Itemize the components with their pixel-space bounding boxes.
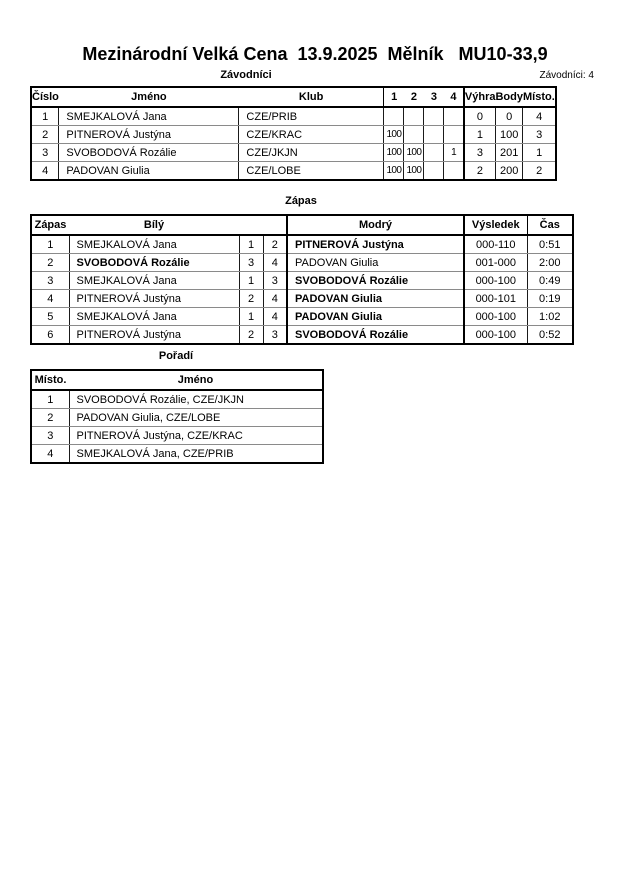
cell-cislo: 3 xyxy=(31,144,59,162)
cell-white-name: SMEJKALOVÁ Jana xyxy=(69,272,239,290)
cell-match-result: 000-100 xyxy=(464,308,527,326)
cell-competitor: PADOVAN Giulia, CZE/LOBE xyxy=(69,409,323,427)
competitors-count-label: Závodníci: 4 xyxy=(539,70,594,81)
cell-competitor: SMEJKALOVÁ Jana, CZE/PRIB xyxy=(69,445,323,464)
cell-white-name: SMEJKALOVÁ Jana xyxy=(69,235,239,254)
cell-blue-number: 3 xyxy=(263,272,287,290)
cell-round4 xyxy=(444,107,464,126)
cell-misto: 3 xyxy=(523,126,556,144)
col-header-jmeno: Jméno xyxy=(59,87,239,107)
cell-blue-number: 2 xyxy=(263,235,287,254)
cell-blue-name: PADOVAN Giulia xyxy=(287,290,464,308)
cell-cislo: 2 xyxy=(31,126,59,144)
cell-jmeno: SVOBODOVÁ Rozálie xyxy=(59,144,239,162)
table-row xyxy=(31,162,556,181)
cell-rank: 2 xyxy=(31,409,69,427)
col-header-body: Body xyxy=(495,87,523,107)
cell-competitor: SVOBODOVÁ Rozálie, CZE/JKJN xyxy=(69,390,323,409)
cell-jmeno: PITNEROVÁ Justýna xyxy=(59,126,239,144)
cell-match-result: 000-100 xyxy=(464,326,527,345)
cell-jmeno: SMEJKALOVÁ Jana xyxy=(59,107,239,126)
match-row xyxy=(31,308,573,326)
cell-blue-name: SVOBODOVÁ Rozálie xyxy=(287,326,464,345)
cell-match-result: 000-110 xyxy=(464,235,527,254)
cell-white-number: 2 xyxy=(239,326,263,345)
cell-match-number: 6 xyxy=(31,326,69,345)
match-row xyxy=(31,326,573,345)
cell-round1 xyxy=(384,107,404,126)
cell-misto: 1 xyxy=(523,144,556,162)
cell-body: 201 xyxy=(495,144,523,162)
cell-round2: 100 xyxy=(404,144,424,162)
match-row xyxy=(31,254,573,272)
cell-rank: 3 xyxy=(31,427,69,445)
cell-match-time: 0:49 xyxy=(527,272,573,290)
cell-body: 100 xyxy=(495,126,523,144)
table-row xyxy=(31,126,556,144)
cell-klub: CZE/KRAC xyxy=(239,126,384,144)
cell-vyhra: 2 xyxy=(464,162,496,181)
cell-white-number: 1 xyxy=(239,235,263,254)
page-title: Mezinárodní Velká Cena 13.9.2025 Mělník MU10-33,9 xyxy=(82,44,548,64)
ranking-table xyxy=(30,369,324,464)
cell-klub: CZE/PRIB xyxy=(239,107,384,126)
col-header-modry-cislo xyxy=(263,215,287,235)
cell-round3 xyxy=(424,144,444,162)
matches-section-heading: Zápas xyxy=(285,195,317,207)
cell-jmeno: PADOVAN Giulia xyxy=(59,162,239,181)
cell-cislo: 4 xyxy=(31,162,59,181)
cell-match-number: 1 xyxy=(31,235,69,254)
col-header-jmeno: Jméno xyxy=(69,370,323,390)
cell-rank: 4 xyxy=(31,445,69,464)
cell-body: 200 xyxy=(495,162,523,181)
cell-blue-number: 4 xyxy=(263,290,287,308)
cell-match-number: 2 xyxy=(31,254,69,272)
ranking-row xyxy=(31,409,323,427)
cell-round4: 1 xyxy=(444,144,464,162)
col-header-vyhra: Výhra xyxy=(464,87,496,107)
cell-blue-number: 4 xyxy=(263,254,287,272)
col-header-cislo: Číslo xyxy=(31,87,59,107)
cell-misto: 4 xyxy=(523,107,556,126)
cell-blue-name: PADOVAN Giulia xyxy=(287,254,464,272)
cell-round4 xyxy=(444,126,464,144)
cell-white-name: SMEJKALOVÁ Jana xyxy=(69,308,239,326)
matches-table xyxy=(30,214,574,345)
table-header-row xyxy=(31,370,323,390)
cell-blue-name: PADOVAN Giulia xyxy=(287,308,464,326)
cell-blue-number: 4 xyxy=(263,308,287,326)
cell-white-name: PITNEROVÁ Justýna xyxy=(69,326,239,345)
cell-round1: 100 xyxy=(384,162,404,181)
cell-match-number: 3 xyxy=(31,272,69,290)
cell-white-number: 2 xyxy=(239,290,263,308)
cell-match-time: 2:00 xyxy=(527,254,573,272)
table-header-row xyxy=(31,215,573,235)
cell-round2 xyxy=(404,107,424,126)
col-header-zapas: Zápas xyxy=(31,215,69,235)
col-header-modry: Modrý xyxy=(287,215,464,235)
table-header-row xyxy=(31,87,556,107)
ranking-section-heading: Pořadí xyxy=(158,350,194,362)
cell-vyhra: 0 xyxy=(464,107,496,126)
cell-misto: 2 xyxy=(523,162,556,181)
cell-body: 0 xyxy=(495,107,523,126)
cell-match-result: 001-000 xyxy=(464,254,527,272)
cell-blue-number: 3 xyxy=(263,326,287,345)
col-header-bily: Bílý xyxy=(69,215,239,235)
cell-cislo: 1 xyxy=(31,107,59,126)
table-row xyxy=(31,144,556,162)
cell-match-number: 5 xyxy=(31,308,69,326)
cell-round3 xyxy=(424,107,444,126)
col-header-vysledek: Výsledek xyxy=(464,215,527,235)
cell-klub: CZE/LOBE xyxy=(239,162,384,181)
cell-round1: 100 xyxy=(384,126,404,144)
ranking-row xyxy=(31,427,323,445)
match-row xyxy=(31,290,573,308)
cell-vyhra: 3 xyxy=(464,144,496,162)
cell-round3 xyxy=(424,126,444,144)
col-header-round4: 4 xyxy=(444,87,464,107)
competitors-section-heading: Závodníci xyxy=(220,69,272,81)
cell-round1: 100 xyxy=(384,144,404,162)
cell-round2: 100 xyxy=(404,162,424,181)
cell-match-time: 0:19 xyxy=(527,290,573,308)
cell-round4 xyxy=(444,162,464,181)
match-row xyxy=(31,235,573,254)
competitors-table xyxy=(30,86,557,181)
col-header-cas: Čas xyxy=(527,215,573,235)
cell-white-name: PITNEROVÁ Justýna xyxy=(69,290,239,308)
col-header-round3: 3 xyxy=(424,87,444,107)
cell-blue-name: SVOBODOVÁ Rozálie xyxy=(287,272,464,290)
col-header-round1: 1 xyxy=(384,87,404,107)
cell-match-number: 4 xyxy=(31,290,69,308)
cell-white-number: 1 xyxy=(239,308,263,326)
cell-round2 xyxy=(404,126,424,144)
cell-vyhra: 1 xyxy=(464,126,496,144)
cell-match-result: 000-101 xyxy=(464,290,527,308)
cell-competitor: PITNEROVÁ Justýna, CZE/KRAC xyxy=(69,427,323,445)
cell-match-result: 000-100 xyxy=(464,272,527,290)
col-header-klub: Klub xyxy=(239,87,384,107)
cell-white-number: 1 xyxy=(239,272,263,290)
cell-round3 xyxy=(424,162,444,181)
col-header-misto: Místo. xyxy=(523,87,556,107)
cell-white-name: SVOBODOVÁ Rozálie xyxy=(69,254,239,272)
col-header-misto: Místo. xyxy=(31,370,69,390)
ranking-row xyxy=(31,445,323,464)
cell-match-time: 1:02 xyxy=(527,308,573,326)
table-row xyxy=(31,107,556,126)
cell-klub: CZE/JKJN xyxy=(239,144,384,162)
ranking-row xyxy=(31,390,323,409)
col-header-bily-cislo xyxy=(239,215,263,235)
cell-rank: 1 xyxy=(31,390,69,409)
cell-match-time: 0:52 xyxy=(527,326,573,345)
cell-match-time: 0:51 xyxy=(527,235,573,254)
cell-white-number: 3 xyxy=(239,254,263,272)
cell-blue-name: PITNEROVÁ Justýna xyxy=(287,235,464,254)
col-header-round2: 2 xyxy=(404,87,424,107)
match-row xyxy=(31,272,573,290)
